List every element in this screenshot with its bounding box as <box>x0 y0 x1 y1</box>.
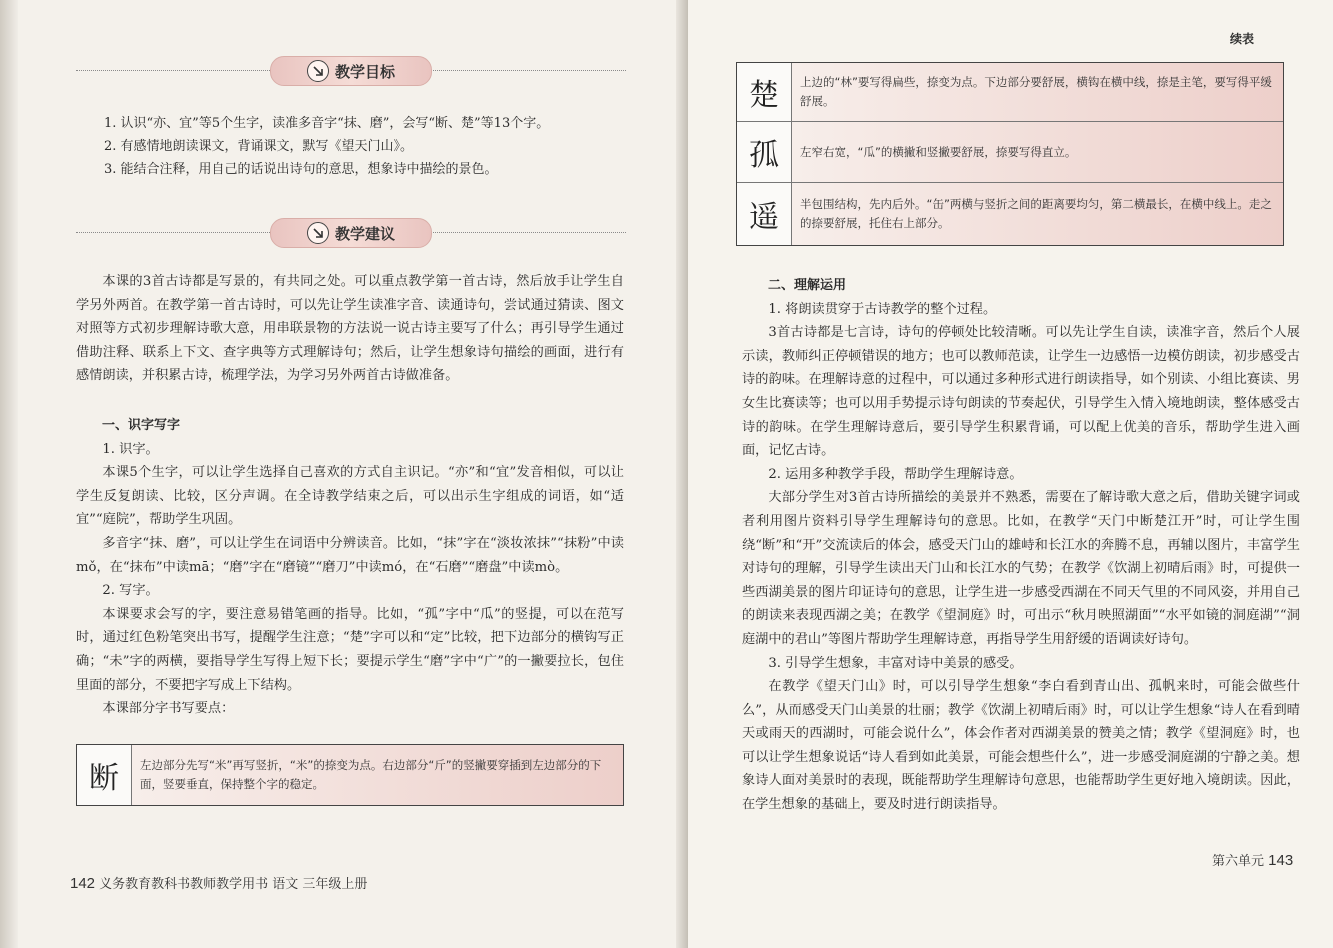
right-body <box>742 274 1300 817</box>
section1-title: 一、识字写字 <box>102 417 181 433</box>
s1-paragraph-1: 本课5个生字，可以让学生选择自己喜欢的方式自主识记。“亦”和“宜”发音相似，可以让学生反复朗读、比较，区分声调。在全诗教学结束之后，可以出示生字组成的词语，如“适宜”“庭院”，帮助学生巩固。 <box>76 465 624 528</box>
goals-title: 教学目标 <box>334 62 395 81</box>
goals-title-pill <box>270 56 432 86</box>
left-body <box>76 270 624 721</box>
advice-title-pill <box>270 218 432 248</box>
s2-paragraph-3: 在教学《望天门山》时，可以引导学生想象“李白看到青山出、孤帆来时，可能会做些什么”，从而感受天门山美景的壮丽；教学《饮湖上初晴后雨》时，可以让学生想象“诗人在看到晴天或雨天的西湖时，可能会说什么”，体会作者对西湖美景的赞美之情；教学《望洞庭》时，也可以让学生想象说话“诗人看到如此美景，可能会想些什么”，进一步感受洞庭湖的宁静之美。想象诗人面对美景时的表现，既能帮助学生理解诗句意思，也能帮助学生更好地入境朗读。因此，在学生想象的基础上，要及时进行朗读指导。 <box>742 679 1300 813</box>
left-footer <box>70 873 367 892</box>
s1-paragraph-2: 多音字“抹、磨”，可以让学生在词语中分辨读音。比如，“抹”字在“淡妆浓抹”“抹粉”中读mǒ，在“抹布”中读mā；“磨”字在“磨镜”“磨刀”中读mó，在“石磨”“磨盘”中读mò。 <box>76 535 624 575</box>
goals-header <box>76 56 626 84</box>
section2-title: 二、理解运用 <box>768 278 847 293</box>
s2-sub1: 1. 将朗读贯穿于古诗教学的整个过程。 <box>768 301 997 317</box>
s2-sub3: 3. 引导学生想象，丰富对诗中美景的感受。 <box>768 655 1023 671</box>
desc-cell: 左窄右宽，“瓜”的横撇和竖撇要舒展，捺要写得直立。 <box>792 122 1283 182</box>
page-number: 143 <box>1268 852 1294 869</box>
table-row <box>77 745 623 805</box>
goals-list <box>104 112 624 181</box>
page-number: 142 <box>70 875 96 892</box>
page-edge <box>0 0 18 948</box>
s2-paragraph-1: 3首古诗都是七言诗，诗句的停顿处比较清晰。可以先让学生自读，读准字音，然后个人展示读，教师纠正停顿错误的地方；也可以教师范读，让学生一边感悟一边模仿朗读，初步感受古诗的韵味。在理解诗意的过程中，可以通过多种形式进行朗读指导，如个别读、小组比赛读、男女生比赛读等；也可以用手势提示诗句朗读的节奏起伏，引导学生入情入境地朗读，整体感受古诗的韵味。在学生理解诗意后，要引导学生积累背诵，可以配上优美的音乐，帮助学生进入画面，记忆古诗。 <box>742 325 1300 459</box>
goal-item: 3. 能结合注释，用自己的话说出诗句的意思，想象诗中描绘的景色。 <box>104 162 498 177</box>
s2-sub2: 2. 运用多种教学手段，帮助学生理解诗意。 <box>768 466 1023 482</box>
goal-item: 2. 有感情地朗读课文，背诵课文，默写《望天门山》。 <box>104 139 414 154</box>
s1-paragraph-4: 本课部分字书写要点： <box>102 701 235 717</box>
arrow-icon <box>307 60 329 82</box>
arrow-icon <box>307 222 329 244</box>
goal-item: 1. 认识“亦、宜”等5个生字，读准多音字“抹、磨”，会写“断、楚”等13个字。 <box>104 116 550 131</box>
table-row <box>737 183 1283 245</box>
s2-paragraph-2: 大部分学生对3首古诗所描绘的美景并不熟悉，需要在了解诗歌大意之后，借助关键字词或者利用图片资料引导学生理解诗句的意思。比如，在教学“天门中断楚江开”时，可让学生围绕“断”和“开”交流读后的体会，感受天门山的雄峙和长江水的奔腾不息，再辅以图片，丰富学生对诗句的理解，引导学生读出天门山和长江水的气势；在教学《饮湖上初晴后雨》时，可提供一些西湖美景的图片印证诗句的意思，让学生进一步感受西湖在不同天气里的不同风姿，并用自己的朗读来表现西湖之美；在教学《望洞庭》时，可出示“秋月映照湖面”“水平如镜的洞庭湖”“洞庭湖中的君山”等图片帮助学生理解诗意，再指导学生用舒缓的语调读好诗句。 <box>742 490 1300 647</box>
advice-header <box>76 218 626 246</box>
table-row <box>737 63 1283 122</box>
s1-sub2: 2. 写字。 <box>102 583 159 599</box>
writing-table-left <box>76 744 624 806</box>
unit-label: 第六单元 <box>1212 854 1265 869</box>
book-title: 义务教育教科书教师教学用书 语文 三年级上册 <box>99 877 368 892</box>
advice-title: 教学建议 <box>334 224 395 243</box>
s1-sub1: 1. 识字。 <box>102 441 159 457</box>
continued-label: 续表 <box>1230 32 1255 46</box>
s1-paragraph-3: 本课要求会写的字，要注意易错笔画的指导。比如，“孤”字中“瓜”的竖提，可以在范写时，通过红色粉笔突出书写，提醒学生注意；“楚”字可以和“定”比较，把下边部分的横钩写正确；“未”字的两横，要指导学生写得上短下长；要提示学生“磨”字中“广”的一撇要拉长，包住里面的部分，不要把字写成上下结构。 <box>76 606 624 693</box>
intro-paragraph: 本课的3首古诗都是写景的，有共同之处。可以重点教学第一首古诗，然后放手让学生自学另外两首。在教学第一首古诗时，可以先让学生读准字音、读通诗句，尝试通过猜读、图文对照等方式初步理解诗歌大意，用串联景物的方法说一说古诗主要写了什么；再引导学生通过借助注释、联系上下文、查字典等方式理解诗句；然后，让学生想象诗句描绘的画面，进行有感情朗读，并积累古诗，梳理学法，为学习另外两首古诗做准备。 <box>76 274 624 384</box>
char-cell: 楚 <box>737 63 792 121</box>
desc-cell: 半包围结构，先内后外。“缶”两横与竖折之间的距离要均匀，第二横最长，在横中线上。走之的捺要舒展，托住右上部分。 <box>792 183 1283 245</box>
char-cell: 遥 <box>737 183 792 245</box>
writing-table-right <box>736 62 1284 246</box>
desc-cell: 上边的“林”要写得扁些，捺变为点。下边部分要舒展，横钩在横中线，捺是主笔，要写得平缓舒展。 <box>792 63 1283 121</box>
char-cell: 孤 <box>737 122 792 182</box>
table-row <box>737 122 1283 183</box>
char-cell: 断 <box>77 745 132 805</box>
right-footer <box>1212 850 1293 869</box>
desc-cell: 左边部分先写“米”再写竖折，“米”的捺变为点。右边部分“斤”的竖撇要穿插到左边部分的下面，竖要垂直，保持整个字的稳定。 <box>132 745 623 805</box>
